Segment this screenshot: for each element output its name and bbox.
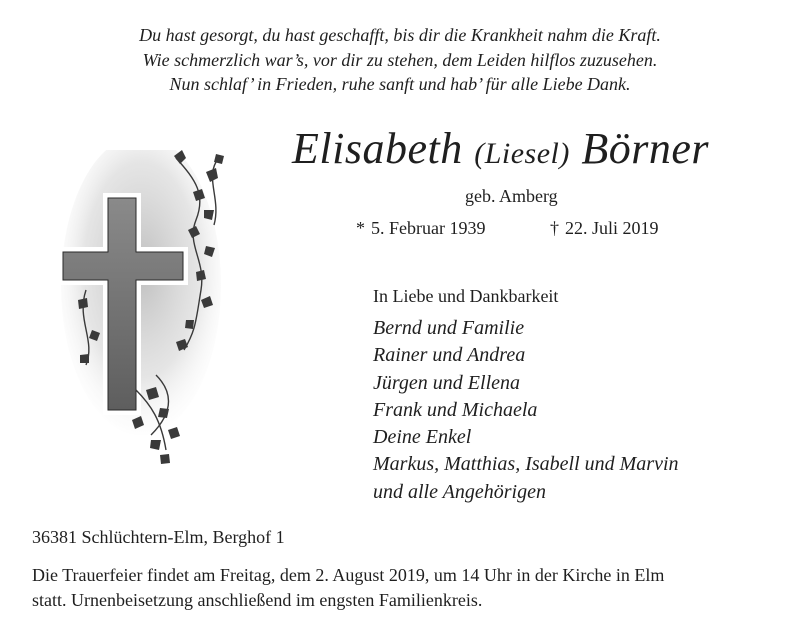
birth-date: 5. Februar 1939	[371, 218, 486, 238]
address: 36381 Schlüchtern-Elm, Berghof 1	[32, 527, 285, 547]
poem-line: Du hast gesorgt, du hast geschafft, bis dir die Krankheit nahm die Kraft.	[139, 25, 661, 45]
birth-date-line	[356, 216, 485, 240]
service-line: statt. Urnenbeisetzung anschließend im engsten Familienkreis.	[32, 589, 483, 610]
poem	[0, 23, 800, 97]
service-line: Die Trauerfeier findet am Freitag, dem 2. August 2019, um 14 Uhr in der Kirche in Elm	[32, 565, 665, 585]
death-symbol: †	[550, 218, 559, 238]
mourner-entry: Jürgen und Ellena	[373, 371, 521, 394]
mourner-entry: Bernd und Familie	[373, 317, 525, 339]
mourner-entry: und alle Angehörigen	[373, 480, 546, 503]
mourner-entry: Rainer und Andrea	[373, 344, 526, 367]
surname: Börner	[581, 124, 709, 173]
mourners-intro: In Liebe und Dankbarkeit	[373, 286, 559, 306]
nickname: (Liesel)	[474, 137, 570, 170]
deceased-name	[292, 121, 709, 182]
service-info	[32, 563, 664, 612]
birth-symbol: *	[356, 218, 365, 238]
death-date-line	[550, 216, 659, 240]
mourner-entry: Frank und Michaela	[373, 398, 538, 421]
death-date: 22. Juli 2019	[565, 218, 659, 238]
mourners-list	[373, 315, 679, 506]
poem-line: Nun schlaf’ in Frieden, ruhe sanft und hab’ für alle Liebe Dank.	[169, 74, 631, 94]
mourner-entry: Deine Enkel	[373, 426, 472, 449]
poem-line: Wie schmerzlich war’s, vor dir zu stehen, dem Leiden hilflos zuzusehen.	[142, 49, 658, 70]
first-name: Elisabeth	[292, 124, 463, 173]
mourner-entry: Markus, Matthias, Isabell und Marvin	[373, 453, 679, 476]
cross-with-ivy-icon	[56, 150, 246, 470]
maiden-name: geb. Amberg	[465, 186, 558, 206]
